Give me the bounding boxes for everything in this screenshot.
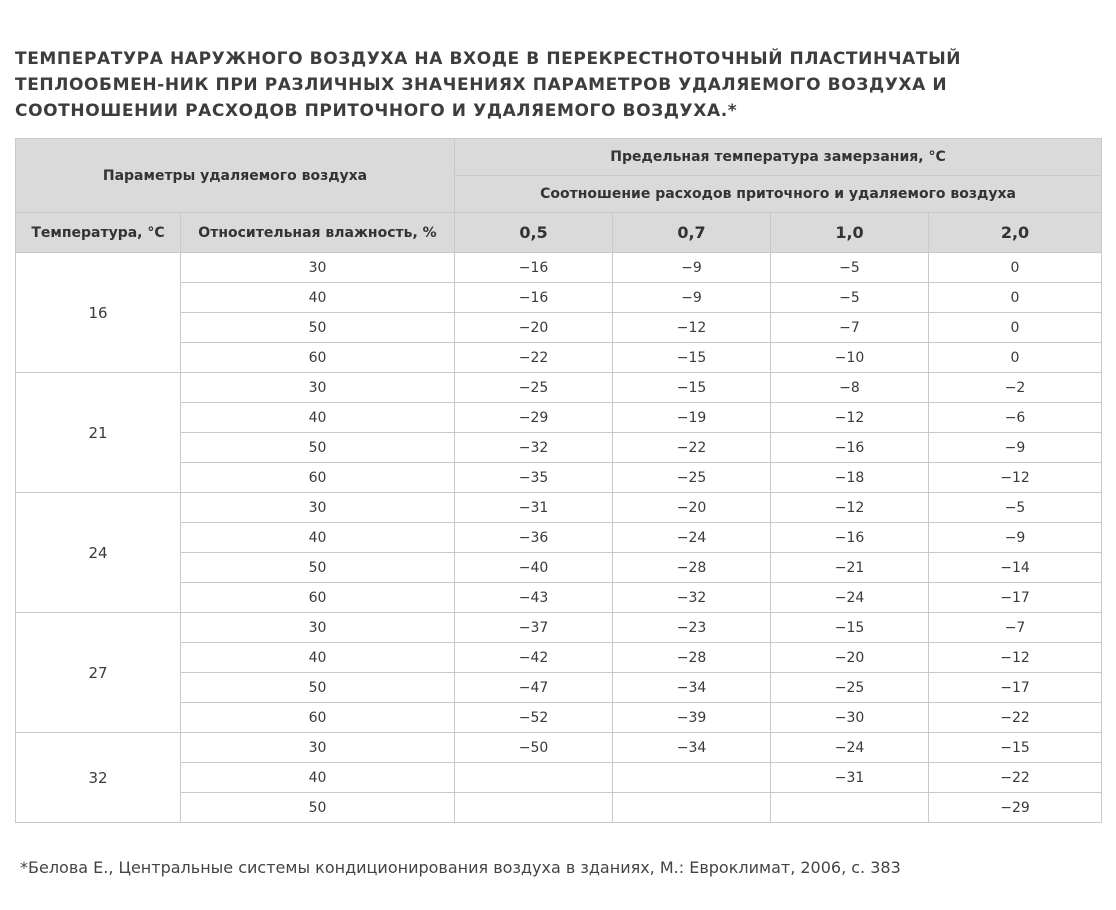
humidity-cell: 30 — [181, 373, 455, 403]
header-temperature: Температура, °С — [16, 213, 181, 253]
value-cell: −39 — [613, 703, 771, 733]
value-cell: −17 — [929, 583, 1102, 613]
value-cell: −7 — [929, 613, 1102, 643]
value-cell: −10 — [771, 343, 929, 373]
value-cell: −14 — [929, 553, 1102, 583]
humidity-cell: 50 — [181, 553, 455, 583]
value-cell: −34 — [613, 673, 771, 703]
value-cell: −29 — [929, 793, 1102, 823]
value-cell: −22 — [455, 343, 613, 373]
value-cell: −15 — [771, 613, 929, 643]
value-cell: −47 — [455, 673, 613, 703]
value-cell: −22 — [613, 433, 771, 463]
header-ratio-0-7: 0,7 — [613, 213, 771, 253]
value-cell: −5 — [929, 493, 1102, 523]
value-cell — [455, 763, 613, 793]
humidity-cell: 30 — [181, 253, 455, 283]
value-cell: −36 — [455, 523, 613, 553]
value-cell: −32 — [613, 583, 771, 613]
value-cell: −24 — [771, 583, 929, 613]
value-cell — [613, 763, 771, 793]
value-cell: −28 — [613, 643, 771, 673]
humidity-cell: 40 — [181, 283, 455, 313]
table-row — [16, 493, 1102, 523]
humidity-cell: 40 — [181, 523, 455, 553]
humidity-cell: 50 — [181, 433, 455, 463]
humidity-cell: 60 — [181, 583, 455, 613]
value-cell: −9 — [613, 283, 771, 313]
humidity-cell: 40 — [181, 643, 455, 673]
value-cell: −31 — [771, 763, 929, 793]
value-cell: −22 — [929, 763, 1102, 793]
humidity-cell: 30 — [181, 493, 455, 523]
humidity-cell: 60 — [181, 343, 455, 373]
value-cell: −28 — [613, 553, 771, 583]
value-cell: −32 — [455, 433, 613, 463]
value-cell: −6 — [929, 403, 1102, 433]
temperature-cell: 27 — [16, 613, 181, 733]
header-ratio-1-0: 1,0 — [771, 213, 929, 253]
header-flow-ratio: Соотношение расходов приточного и удаляемого воздуха — [455, 176, 1102, 213]
value-cell: −50 — [455, 733, 613, 763]
value-cell: −52 — [455, 703, 613, 733]
value-cell: −37 — [455, 613, 613, 643]
temperature-cell: 16 — [16, 253, 181, 373]
value-cell: −16 — [455, 253, 613, 283]
value-cell — [613, 793, 771, 823]
humidity-cell: 40 — [181, 763, 455, 793]
table-row — [16, 733, 1102, 763]
value-cell: −23 — [613, 613, 771, 643]
value-cell: −40 — [455, 553, 613, 583]
value-cell: −22 — [929, 703, 1102, 733]
value-cell: −25 — [613, 463, 771, 493]
value-cell — [771, 793, 929, 823]
value-cell: −35 — [455, 463, 613, 493]
value-cell: −12 — [613, 313, 771, 343]
temperature-cell: 24 — [16, 493, 181, 613]
value-cell: −17 — [929, 673, 1102, 703]
humidity-cell: 30 — [181, 613, 455, 643]
value-cell: 0 — [929, 343, 1102, 373]
value-cell: 0 — [929, 313, 1102, 343]
value-cell: 0 — [929, 283, 1102, 313]
humidity-cell: 30 — [181, 733, 455, 763]
header-exhaust-params: Параметры удаляемого воздуха — [16, 139, 455, 213]
header-ratio-2-0: 2,0 — [929, 213, 1102, 253]
value-cell: −15 — [613, 373, 771, 403]
value-cell: −12 — [771, 493, 929, 523]
value-cell: −15 — [929, 733, 1102, 763]
value-cell: −34 — [613, 733, 771, 763]
value-cell: −15 — [613, 343, 771, 373]
value-cell: −20 — [771, 643, 929, 673]
value-cell: −25 — [771, 673, 929, 703]
value-cell: −12 — [929, 643, 1102, 673]
value-cell: −16 — [771, 433, 929, 463]
value-cell: −16 — [771, 523, 929, 553]
value-cell: −2 — [929, 373, 1102, 403]
temperature-cell: 21 — [16, 373, 181, 493]
value-cell: −12 — [929, 463, 1102, 493]
value-cell: −29 — [455, 403, 613, 433]
humidity-cell: 60 — [181, 463, 455, 493]
temperature-cell: 32 — [16, 733, 181, 823]
value-cell: −24 — [613, 523, 771, 553]
value-cell: −8 — [771, 373, 929, 403]
humidity-cell: 60 — [181, 703, 455, 733]
humidity-cell: 50 — [181, 313, 455, 343]
header-freezing-limit: Предельная температура замерзания, °С — [455, 139, 1102, 176]
table-row — [16, 253, 1102, 283]
header-ratio-0-5: 0,5 — [455, 213, 613, 253]
value-cell: −7 — [771, 313, 929, 343]
header-humidity: Относительная влажность, % — [181, 213, 455, 253]
value-cell: −5 — [771, 283, 929, 313]
value-cell: −30 — [771, 703, 929, 733]
value-cell: −5 — [771, 253, 929, 283]
table-title: ТЕМПЕРАТУРА НАРУЖНОГО ВОЗДУХА НА ВХОДЕ В ПЕРЕКРЕСТНОТОЧНЫЙ ПЛАСТИНЧАТЫЙ ТЕПЛООБМЕН-НИК ПРИ РАЗЛИЧНЫХ ЗНАЧЕНИЯХ ПАРАМЕТРОВ УДАЛЯЕМОГО ВОЗДУХА И СООТНОШЕНИИ РАСХОДОВ ПРИТОЧНОГО И УДАЛЯЕМОГО ВОЗДУХА.* — [15, 49, 962, 121]
table-row — [16, 373, 1102, 403]
value-cell: −9 — [929, 523, 1102, 553]
footnote-source: *Белова Е., Центральные системы кондиционирования воздуха в зданиях, М.: Евроклимат, 2006, с. 383 — [20, 858, 901, 877]
humidity-cell: 50 — [181, 673, 455, 703]
humidity-cell: 40 — [181, 403, 455, 433]
value-cell: −43 — [455, 583, 613, 613]
freezing-temperature-table — [15, 138, 1102, 823]
value-cell: −24 — [771, 733, 929, 763]
value-cell: −25 — [455, 373, 613, 403]
value-cell: −20 — [613, 493, 771, 523]
value-cell: −16 — [455, 283, 613, 313]
value-cell: −42 — [455, 643, 613, 673]
value-cell: −9 — [929, 433, 1102, 463]
humidity-cell: 50 — [181, 793, 455, 823]
value-cell: −31 — [455, 493, 613, 523]
value-cell: −9 — [613, 253, 771, 283]
value-cell: −12 — [771, 403, 929, 433]
value-cell: 0 — [929, 253, 1102, 283]
table-row — [16, 613, 1102, 643]
value-cell — [455, 793, 613, 823]
value-cell: −21 — [771, 553, 929, 583]
value-cell: −20 — [455, 313, 613, 343]
value-cell: −19 — [613, 403, 771, 433]
value-cell: −18 — [771, 463, 929, 493]
